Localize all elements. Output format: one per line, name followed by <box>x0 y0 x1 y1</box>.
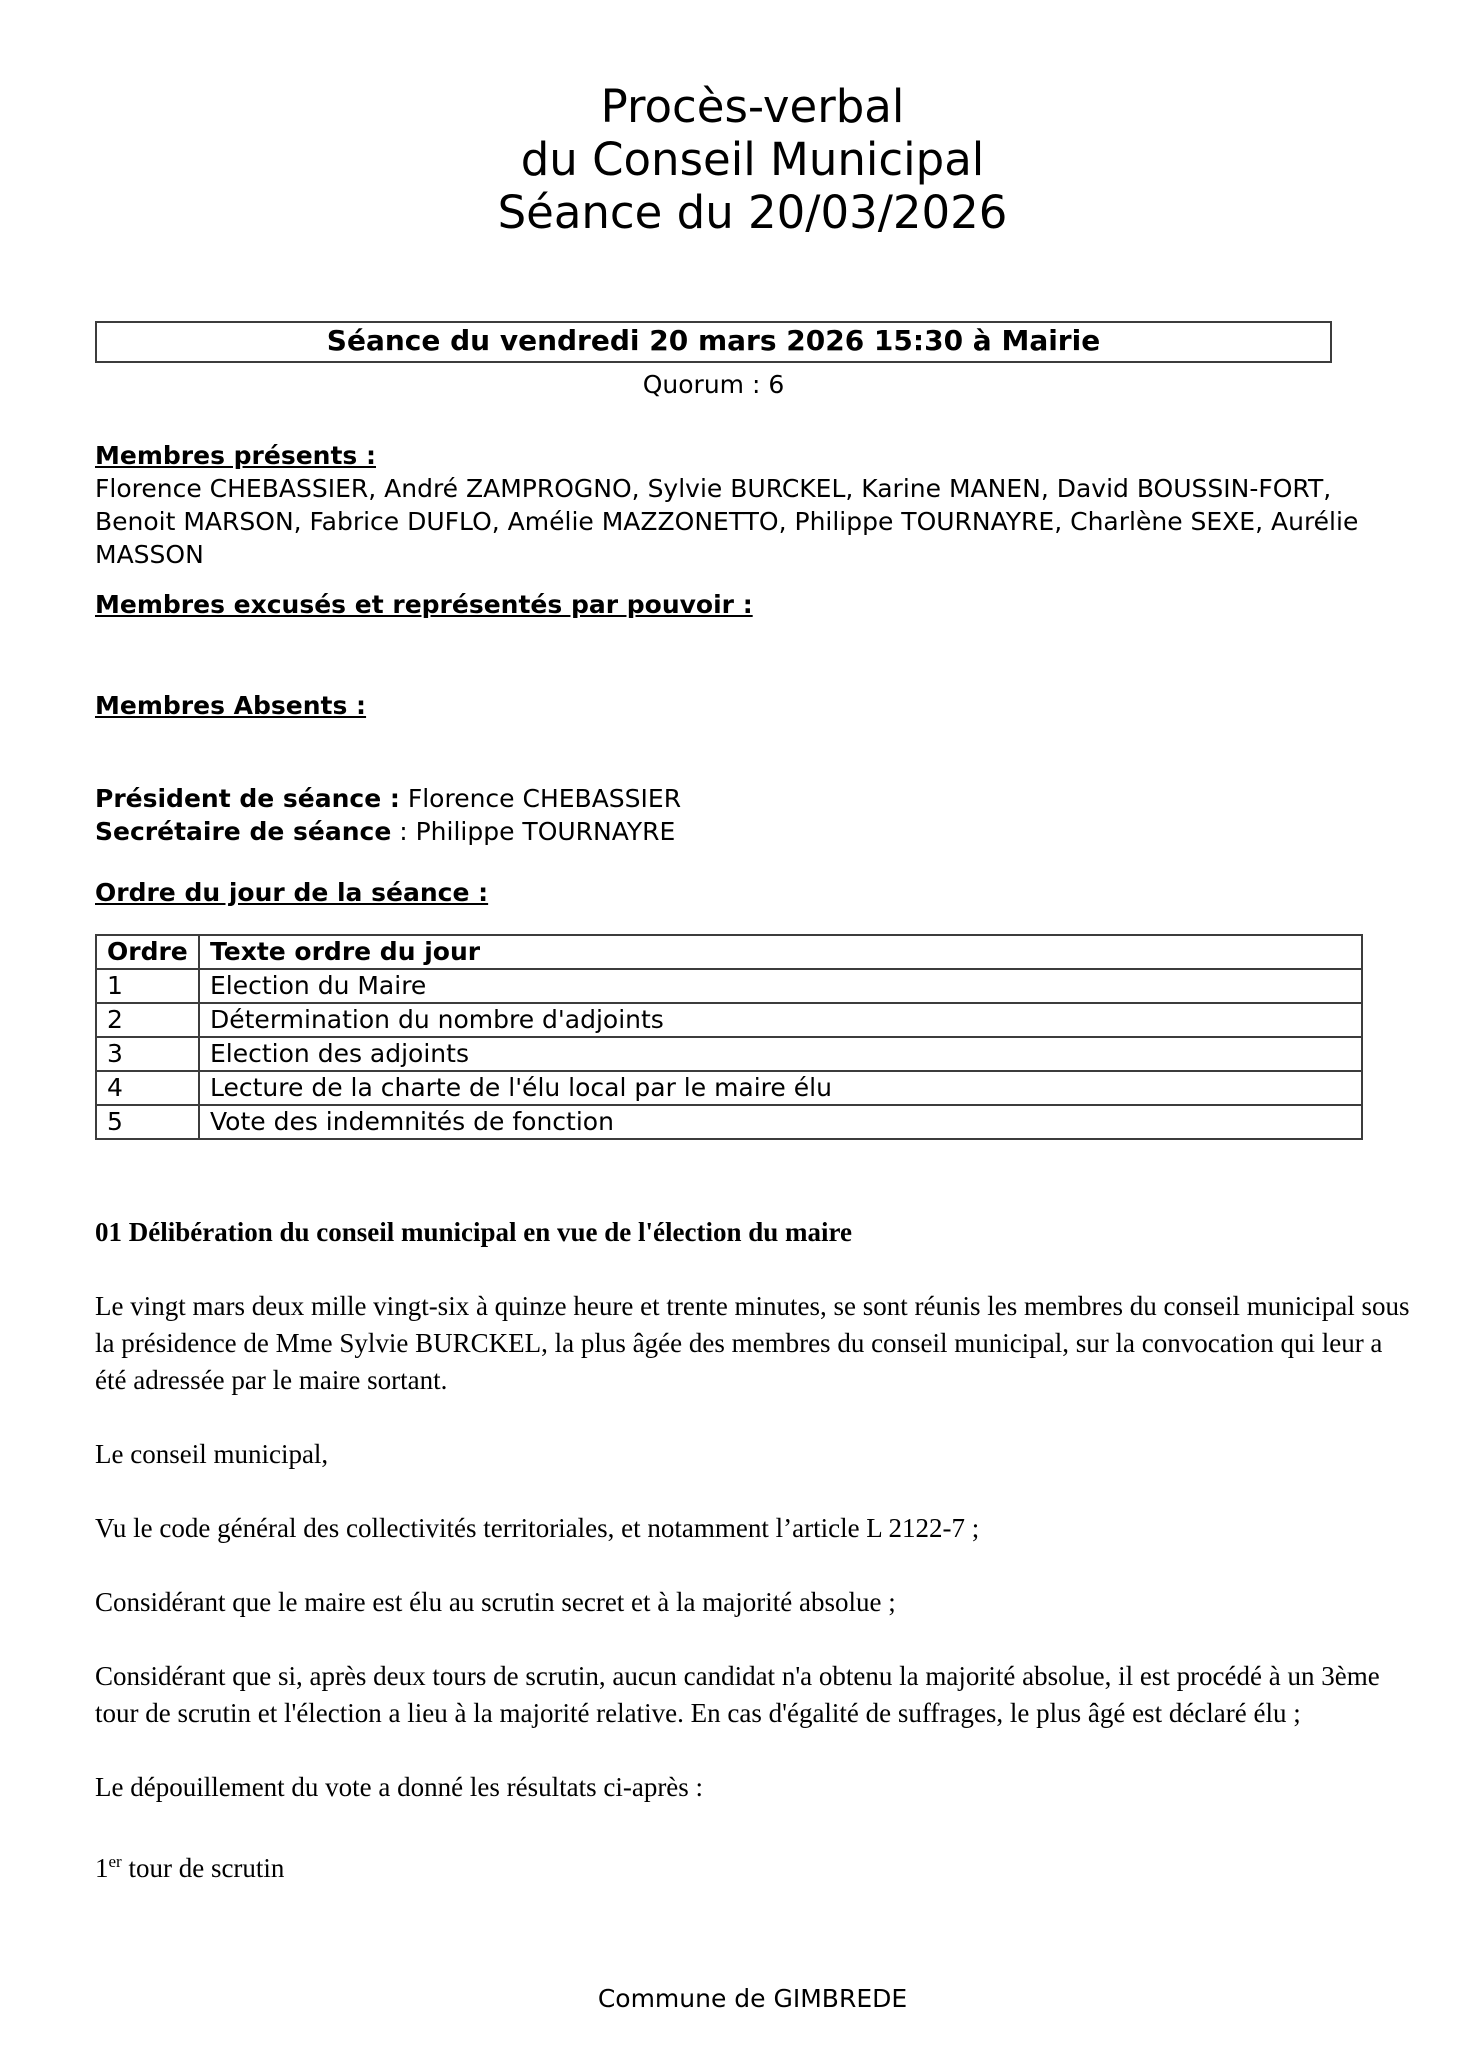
secretary-line <box>95 815 1410 848</box>
members-excused-heading: Membres excusés et représentés par pouvoir : <box>95 590 753 619</box>
title-line-1: Procès-verbal <box>600 80 905 133</box>
members-present-names: Florence CHEBASSIER, André ZAMPROGNO, Sylvie BURCKEL, Karine MANEN, David BOUSSIN-FORT, Benoit MARSON, Fabrice DUFLO, Amélie MAZZONETTO, Philippe TOURNAYRE, Charlène SEXE, Aurélie MASSON <box>95 474 1359 569</box>
session-officials <box>95 782 1410 848</box>
agenda-row-3-ordre: 3 <box>96 1037 199 1071</box>
deliberation-paragraph: Considérant que le maire est élu au scrutin secret et à la majorité absolue ; <box>95 1587 896 1617</box>
deliberation-paragraph: Le vingt mars deux mille vingt-six à quinze heure et trente minutes, se sont réunis les membres du conseil municipal sous la présidence de Mme Sylvie BURCKEL, la plus âgée des membres du conseil municipal, sur la convocation qui leur a été adressée par le maire sortant. <box>95 1291 1410 1395</box>
agenda-heading: Ordre du jour de la séance : <box>95 878 489 907</box>
scrutin-round-line <box>95 1843 1410 1887</box>
quorum-line: Quorum : 6 <box>642 370 785 399</box>
deliberation-paragraph: Considérant que si, après deux tours de scrutin, aucun candidat n'a obtenu la majorité absolue, il est procédé à un 3ème tour de scrutin et l'élection a lieu à la majorité relative. En cas d'égalité de suffrages, le plus âgé est déclaré élu ; <box>95 1661 1380 1728</box>
agenda-col-texte: Texte ordre du jour <box>199 935 1362 969</box>
scrutin-label: tour de scrutin <box>121 1853 285 1883</box>
title-line-3: Séance du 20/03/2026 <box>497 186 1008 239</box>
deliberation-paragraph: Vu le code général des collectivités territoriales, et notamment l’article L 2122-7 ; <box>95 1513 980 1543</box>
scrutin-ordinal-suffix: er <box>108 1852 122 1871</box>
deliberation-paragraph: Le conseil municipal, <box>95 1439 329 1469</box>
deliberation-paragraph: Le dépouillement du vote a donné les résultats ci-après : <box>95 1772 704 1802</box>
president-label: Président de séance : <box>95 784 400 813</box>
title-line-2: du Conseil Municipal <box>520 133 985 186</box>
agenda-row-1-texte: Election du Maire <box>199 969 1362 1003</box>
agenda-table <box>95 934 1363 1140</box>
agenda-header-row <box>96 935 1362 969</box>
agenda-row-3-texte: Election des adjoints <box>199 1037 1362 1071</box>
session-banner: Séance du vendredi 20 mars 2026 15:30 à Mairie <box>95 321 1332 363</box>
table-row <box>96 1037 1362 1071</box>
table-row <box>96 969 1362 1003</box>
agenda-row-5-ordre: 5 <box>96 1105 199 1139</box>
secretary-name: : Philippe TOURNAYRE <box>391 817 676 846</box>
members-present-heading: Membres présents : <box>95 441 376 470</box>
document-title <box>95 80 1410 239</box>
members-absent-heading: Membres Absents : <box>95 691 367 720</box>
president-name: Florence CHEBASSIER <box>399 784 682 813</box>
secretary-label: Secrétaire de séance <box>95 817 392 846</box>
table-row <box>96 1071 1362 1105</box>
agenda-row-1-ordre: 1 <box>96 969 199 1003</box>
agenda-row-4-ordre: 4 <box>96 1071 199 1105</box>
deliberation-section <box>95 1214 1410 1887</box>
president-line <box>95 782 1410 815</box>
agenda-row-4-texte: Lecture de la charte de l'élu local par le maire élu <box>199 1071 1362 1105</box>
table-row <box>96 1003 1362 1037</box>
scrutin-number: 1 <box>95 1853 109 1883</box>
table-row <box>96 1105 1362 1139</box>
page-footer: Commune de GIMBREDE <box>597 1984 908 2013</box>
agenda-row-2-texte: Détermination du nombre d'adjoints <box>199 1003 1362 1037</box>
agenda-col-ordre: Ordre <box>96 935 199 969</box>
agenda-row-5-texte: Vote des indemnités de fonction <box>199 1105 1362 1139</box>
deliberation-heading: 01 Délibération du conseil municipal en vue de l'élection du maire <box>95 1217 853 1247</box>
agenda-row-2-ordre: 2 <box>96 1003 199 1037</box>
